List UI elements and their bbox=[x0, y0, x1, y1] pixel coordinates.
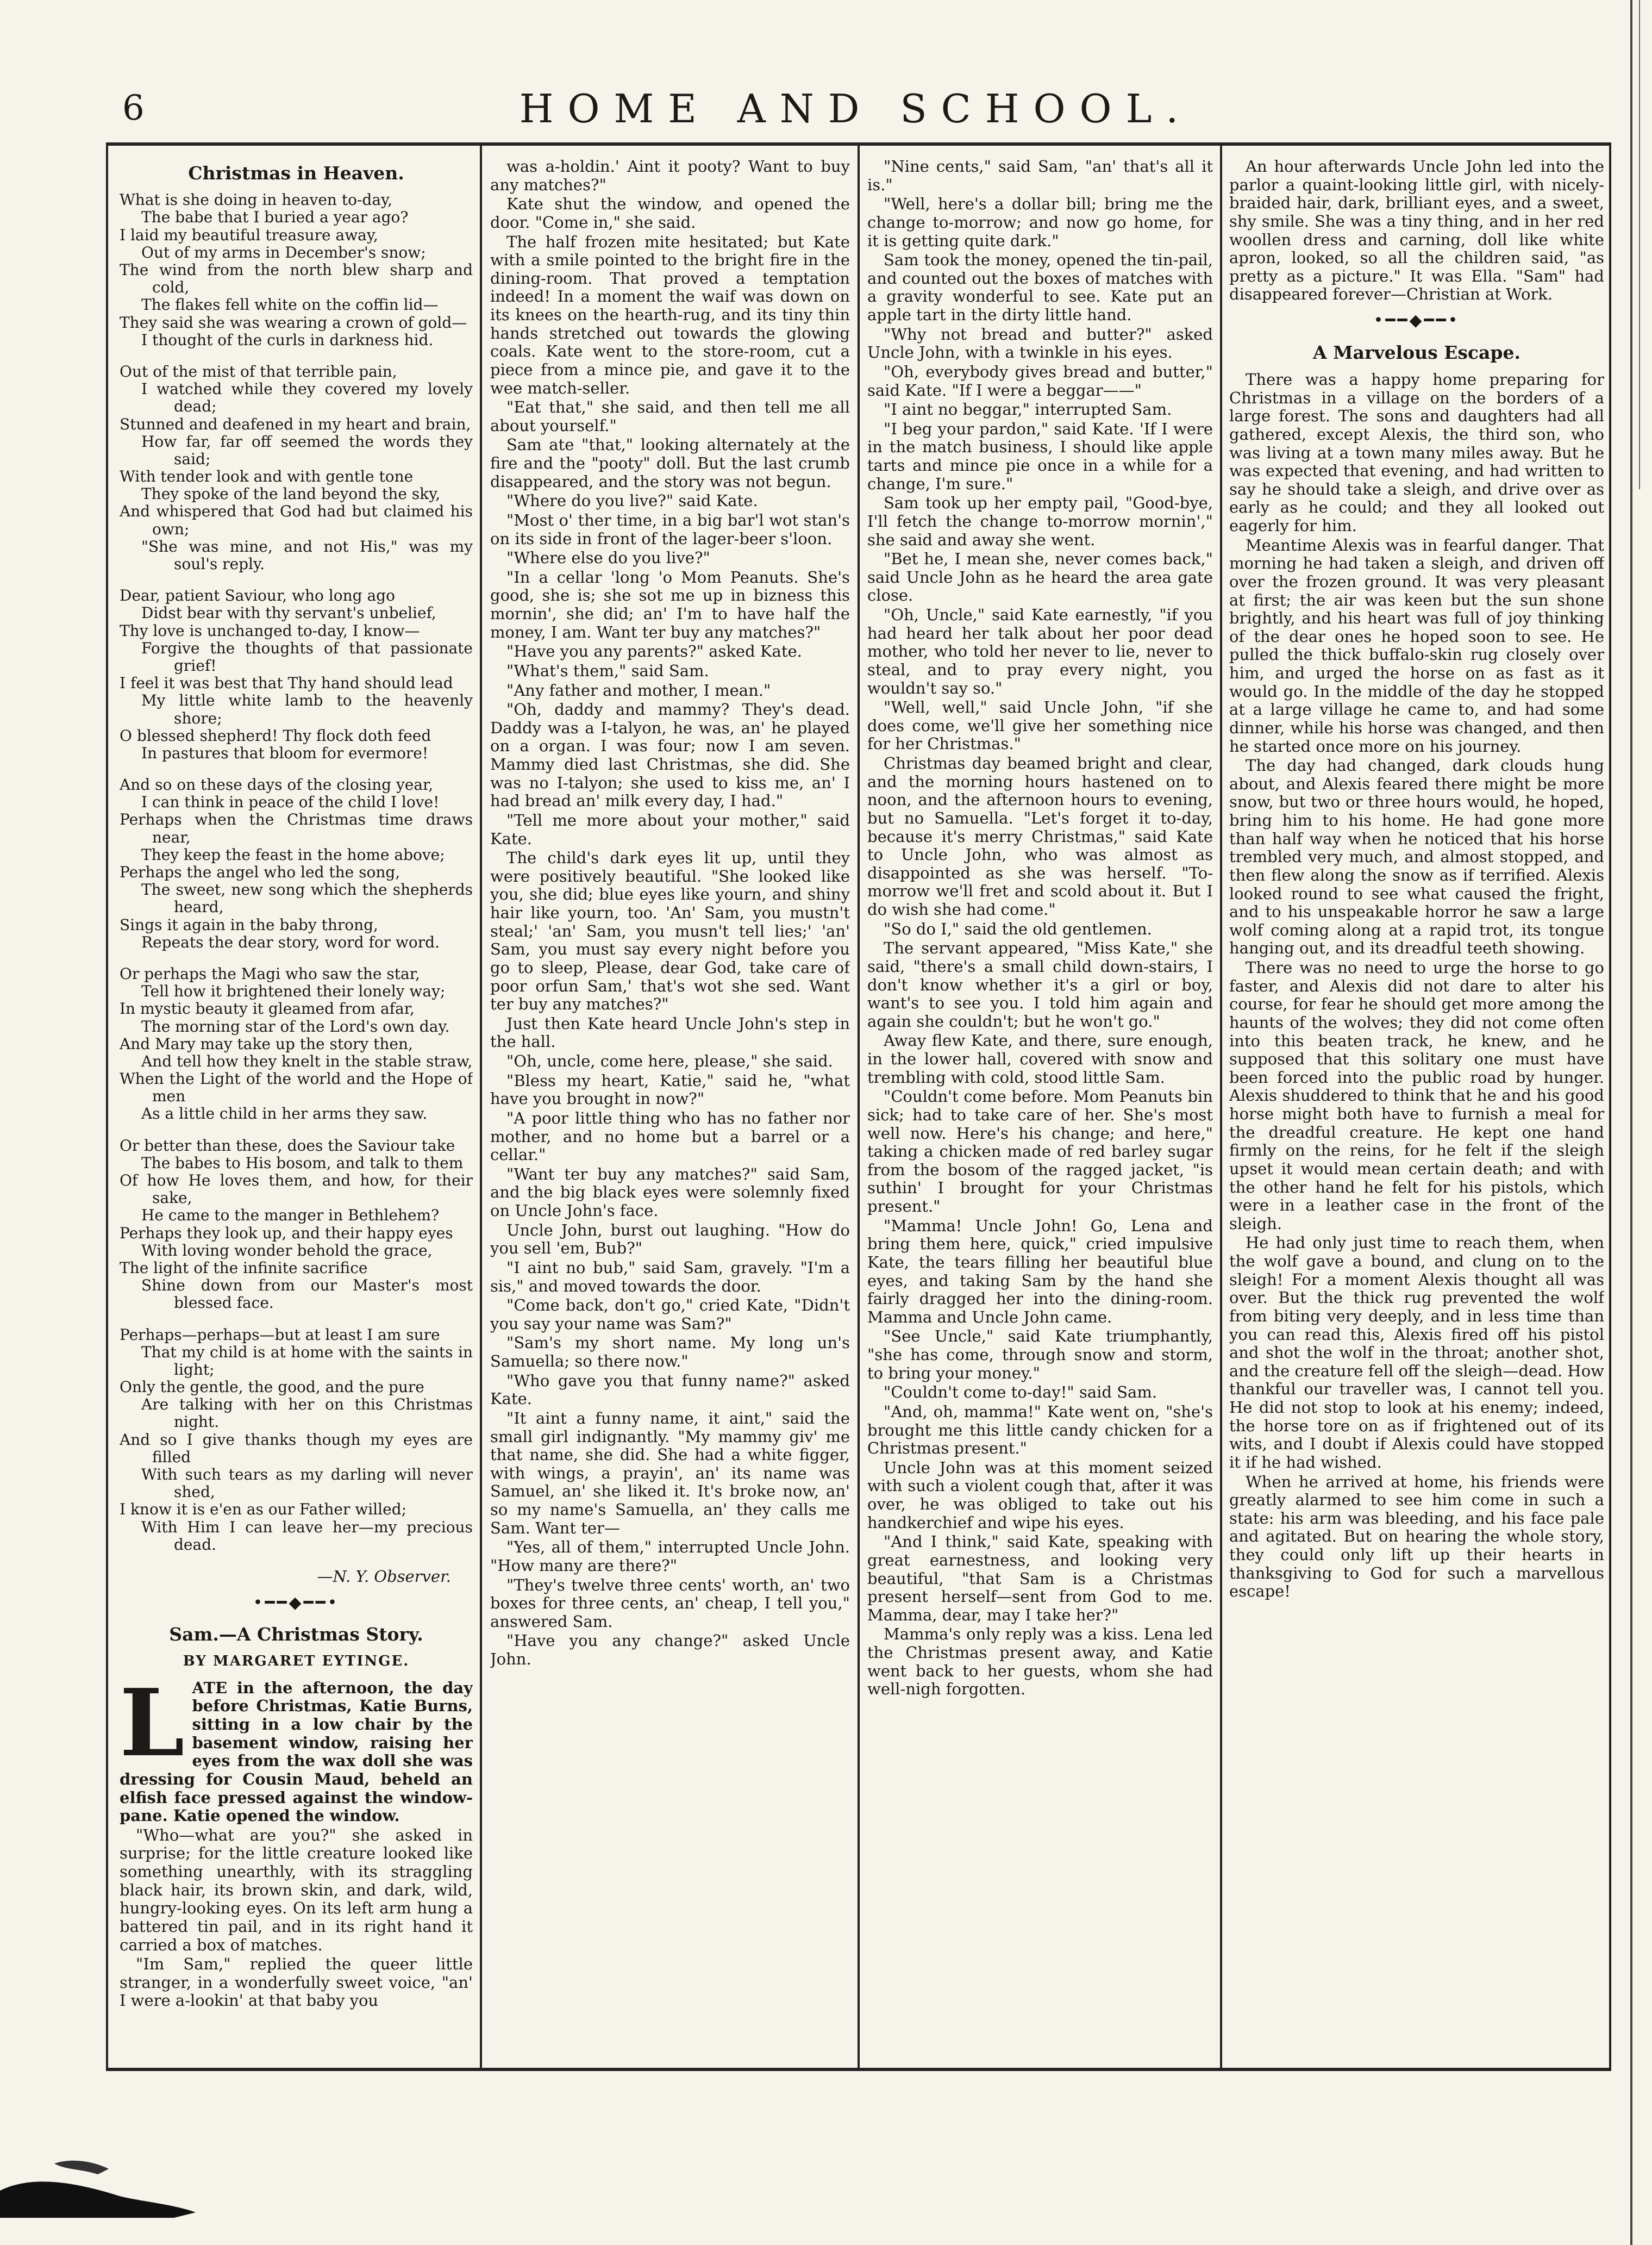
poem-line: In mystic beauty it gleamed from afar, bbox=[120, 1000, 415, 1018]
poem-stanza bbox=[120, 191, 473, 349]
paragraph: He had only just time to reach them, when the wolf gave a bound, and clung on to the sleigh! For a moment Alexis thought all was over. But the thick rug prevented the wolf from biting very deeply, and in less time than you can read this, Alexis fired off his pistol and shot the wolf in the throat; another shot, and the creature fell off the sleigh—dead. How thankful our traveller was, I cannot tell you. He did not stop to look at his enemy; indeed, the horse tore on as if frightened out of its wits, and I doubt if Alexis could have stopped it if he had wished. bbox=[1229, 1233, 1604, 1471]
article-title: A Marvelous Escape. bbox=[1313, 341, 1520, 363]
paragraph: Uncle John, burst out laughing. "How do you sell 'em, Bub?" bbox=[490, 1220, 850, 1258]
paragraph: "And, oh, mamma!" Kate went on, "she's brought me this little candy chicken for a Christmas present." bbox=[867, 1402, 1213, 1458]
paragraph: Mamma's only reply was a kiss. Lena led the Christmas present away, and Katie went back to her guests, whom she had well-nigh forgotten. bbox=[867, 1625, 1213, 1699]
poem-line: I can think in peace of the child I love! bbox=[141, 793, 440, 812]
paragraph: There was no need to urge the horse to go faster, and Alexis did not dare to alter his course, for fear he should get more among the haunts of the wolves; they did not come often into this beaten track, he knew, and he supposed that this solitary one must have been forced into the public road by hunger. Alexis shuddered to think that he and his good horse might both have to furnish a meal for the dreadful creature. He kept one hand firmly on the reins, for he felt if the sleigh upset it would mean certain death; and with the other hand he felt for his pistols, which were in a leather case in the front of the sleigh. bbox=[1229, 958, 1604, 1233]
paragraph: "Couldn't come to-day!" said Sam. bbox=[884, 1383, 1157, 1402]
paragraph: "Want ter buy any matches?" said Sam, and the big black eyes were solemnly fixed on Uncle John's face. bbox=[490, 1164, 850, 1220]
paragraph: "So do I," said the old gentlemen. bbox=[884, 919, 1152, 938]
paragraph: "Oh, daddy and mammy? They's dead. Daddy was a I-talyon, he was, an' he played on a organ. I was four; now I am seven. Mammy died last Christmas, she did. She was no I-talyon; she used to kiss me, an' I had bread an' milk every day, I had." bbox=[490, 700, 850, 810]
poem-title: Christmas in Heaven. bbox=[188, 163, 404, 184]
poem-line: Dear, patient Saviour, who long ago bbox=[120, 587, 395, 605]
poem-line: What is she doing in heaven to-day, bbox=[120, 191, 393, 209]
paragraph: "In a cellar 'long 'o Mom Peanuts. She's good, she is; she sot me up in bizness this mornin', she did; an' I'm to have half the money, I am. Want ter buy any matches?" bbox=[490, 568, 850, 641]
poem-line: I know it is e'en as our Father willed; bbox=[120, 1500, 407, 1519]
poem-line: I watched while they covered my lovely dead; bbox=[141, 380, 473, 416]
paragraph: "Oh, uncle, come here, please," she said. bbox=[506, 1052, 833, 1070]
poem-line: I feel it was best that Thy hand should lead bbox=[120, 674, 453, 693]
paragraph: The child's dark eyes lit up, until they were positively beautiful. "She looked like you, she did; blue eyes like yourn, and shiny hair like yourn, too. 'An' Sam, you mustn't steal;' 'an' Sam, you musn't tell lies;' 'an' Sam, you must say every night before you go to sleep, Please, dear God, take care of poor orfun Sam,' that's wot she sed. Want ter buy any matches?" bbox=[490, 849, 850, 1014]
poem-line: The morning star of the Lord's own day. bbox=[141, 1017, 450, 1036]
paragraph: Away flew Kate, and there, sure enough, in the lower hall, covered with snow and trembling with cold, stood little Sam. bbox=[867, 1031, 1213, 1087]
poem-line: And Mary may take up the story then, bbox=[120, 1034, 413, 1053]
poem-line: My little white lamb to the heavenly shore; bbox=[141, 691, 473, 727]
paragraph: Kate shut the window, and opened the door. "Come in," she said. bbox=[490, 195, 850, 232]
poem-line: Or perhaps the Magi who saw the star, bbox=[120, 964, 420, 983]
drop-cap: L bbox=[120, 1668, 185, 1778]
poem-stanza bbox=[120, 965, 473, 1123]
poem-stanza bbox=[120, 363, 473, 573]
poem-line: The babe that I buried a year ago? bbox=[141, 208, 409, 227]
poem-stanza bbox=[120, 1137, 473, 1312]
column-2 bbox=[490, 158, 850, 2063]
poem-line: Didst bear with thy servant's unbelief, bbox=[141, 604, 436, 622]
story-paragraphs bbox=[120, 1826, 473, 2010]
paragraph: An hour afterwards Uncle John led into the parlor a quaint-looking little girl, with nicely-braided hair, dark, brilliant eyes, and a sweet, shy smile. She was a tiny thing, and in her red woollen dress and carning, doll like white apron, looked, so all the children said, "as pretty as a picture." It was Ella. "Sam" had disappeared forever—Christian at Work. bbox=[1229, 158, 1604, 304]
paragraph: "And I think," said Kate, speaking with great earnestness, and looking very beautiful, "that Sam is a Christmas present herself—sent from God to me. Mamma, dear, may I take her?" bbox=[867, 1532, 1213, 1624]
paragraph: "Come back, don't go," cried Kate, "Didn't you say your name was Sam?" bbox=[490, 1296, 850, 1333]
story-byline: BY MARGARET EYTINGE. bbox=[183, 1652, 410, 1669]
ornament-divider: •━━◆━━• bbox=[1373, 311, 1460, 330]
paragraph: The day had changed, dark clouds hung about, and Alexis feared there might be more snow, but two or three hours would, he hoped, bring him to his home. He had gone more than half way when he noticed that his horse trembled very much, and almost stopped, and then flew along the snow as if terrified. Alexis looked round to see what caused the fright, and to his unspeakable horror he saw a large wolf coming along at a rapid trot, its tongue hanging out, and its dreadful teeth showing. bbox=[1229, 756, 1604, 958]
poem-line: That my child is at home with the saints in light; bbox=[141, 1343, 473, 1379]
paragraph: "Where else do you live?" bbox=[506, 548, 710, 568]
poem-line: Forgive the thoughts of that passionate grief! bbox=[141, 639, 473, 675]
paragraph: "Yes, all of them," interrupted Uncle John. "How many are there?" bbox=[490, 1538, 850, 1575]
article-body bbox=[1229, 371, 1604, 1601]
paragraph: "Have you any parents?" asked Kate. bbox=[506, 642, 802, 661]
masthead: HOME AND SCHOOL. bbox=[519, 86, 1193, 132]
paragraph: When he arrived at home, his friends were greatly alarmed to see him come in such a state: his arm was bleeding, and his face pale and agitated. But on hearing the whole story, they could only lift up their hearts in thanksgiving to God for such a marvellous escape! bbox=[1229, 1472, 1604, 1601]
paragraph: "Eat that," she said, and then tell me all about yourself." bbox=[490, 398, 850, 435]
poem-line: In pastures that bloom for evermore! bbox=[141, 744, 429, 762]
paragraph: Just then Kate heard Uncle John's step in the hall. bbox=[490, 1014, 850, 1051]
poem-line: Or better than these, does the Saviour take bbox=[120, 1136, 455, 1155]
paragraph: "Why not bread and butter?" asked Uncle John, with a twinkle in his eyes. bbox=[867, 325, 1213, 362]
poem-line: How far, far off seemed the words they said; bbox=[141, 432, 473, 468]
poem-line: With tender look and with gentle tone bbox=[120, 467, 414, 486]
poem-line: With loving wonder behold the grace, bbox=[141, 1241, 433, 1259]
poem-line: The sweet, new song which the shepherds heard, bbox=[141, 881, 473, 916]
paragraph: "See Uncle," said Kate triumphantly, "she has come, through snow and storm, to bring your money." bbox=[867, 1327, 1213, 1382]
poem-line: The flakes fell white on the coffin lid— bbox=[141, 296, 439, 314]
poem-line: When the Light of the world and the Hope of men bbox=[120, 1070, 473, 1106]
column-rule bbox=[1220, 146, 1222, 2068]
paragraph: Meantime Alexis was in fearful danger. That morning he had taken a sleigh, and driven off over the frozen ground. It was very pleasant at first; the air was keen but the sun shone brightly, and his heart was full of joy thinking of the dear ones he hoped soon to see. He pulled the thick buffalo-skin rug closely over him, and urged the horse on as fast as it would go. In the middle of the day he stopped at a large village he came to, and had some dinner, while his horse was changed, and then he started once more on his journey. bbox=[1229, 535, 1604, 756]
paragraph: "Who—what are you?" she asked in surprise; for the little creature looked like something unearthly, with its straggling black hair, its brown skin, and dark, wild, hungry-looking eyes. On its left arm hung a battered tin pail, and in its right hand it carried a box of matches. bbox=[120, 1825, 473, 1954]
paragraph: "It aint a funny name, it aint," said the small girl indignantly. "My mammy giv' me that name, she did. She had a white figger, with wings, a prayin', an' its name was Samuel, an' she liked it. It's broke now, an' so my name's Samuella, an' they calls me Sam. Want ter— bbox=[490, 1408, 850, 1537]
story-continued bbox=[490, 158, 850, 1669]
story-conclusion bbox=[867, 158, 1213, 1699]
poem-line: Perhaps they look up, and their happy eyes bbox=[120, 1224, 453, 1242]
paragraph: "I aint no bub," said Sam, gravely. "I'm a sis," and moved towards the door. bbox=[490, 1258, 850, 1295]
paragraph: The servant appeared, "Miss Kate," she said, "there's a small child down-stairs, I don't know whether it's a girl or boy, want's to see you. I told him again and again she couldn't; but he won't go." bbox=[867, 939, 1213, 1031]
poem-line: I thought of the curls in darkness hid. bbox=[141, 330, 434, 349]
poem-line: Perhaps the angel who led the song, bbox=[120, 863, 401, 882]
paragraph: Sam took the money, opened the tin-pail, and counted out the boxes of matches with a gravity wonderful to see. Kate put an apple tart in the dirty little hand. bbox=[867, 251, 1213, 324]
paragraph: There was a happy home preparing for Christmas in a village on the borders of a large forest. The sons and daughters had all gathered, except Alexis, the third son, who was living at a town many miles away. But he was expected that evening, and had written to say he should take a sleigh, and drive over as early as he could; and they all looked out eagerly for him. bbox=[1229, 370, 1604, 535]
paragraph: "Couldn't come before. Mom Peanuts bin sick; had to take care of her. She's most well now. Here's his change; and here," taking a chicken made of red barley sugar from the bosom of the ragged jacket, "is suthin' I brought for your Christmas present." bbox=[867, 1087, 1213, 1215]
paragraph: "Sam's my short name. My long un's Samuella; so there now." bbox=[490, 1333, 850, 1370]
page-number: 6 bbox=[122, 88, 145, 128]
paragraph: "Who gave you that funny name?" asked Kate. bbox=[490, 1371, 850, 1408]
paragraph: "Well, here's a dollar bill; bring me the change to-morrow; and now go home, for it is getting quite dark." bbox=[867, 195, 1213, 250]
paragraph: "What's them," said Sam. bbox=[506, 661, 709, 680]
paragraph: The half frozen mite hesitated; but Kate with a smile pointed to the bright fire in the dining-room. That proved a temptation indeed! In a moment the waif was down on its knees on the hearth-rug, and its tiny thin hands stretched out towards the glowing coals. Kate went to the store-room, cut a piece from a mince pie, and gave it to the wee match-seller. bbox=[490, 232, 850, 397]
story-ending bbox=[1229, 158, 1604, 304]
story-lead-text: ATE in the afternoon, the day before Christmas, Katie Burns, sitting in a low chair by the basement window, raising her eyes from the wax doll she was dressing for Cousin Maud, beheld an elfish face pressed against the window-pane. Katie opened the window. bbox=[120, 1678, 473, 1825]
poem-line: Perhaps—perhaps—but at least I am sure bbox=[120, 1325, 440, 1344]
poem-line: He came to the manger in Bethlehem? bbox=[141, 1206, 440, 1225]
paragraph: Sam ate "that," looking alternately at the fire and the "pooty" doll. But the last crumb disappeared, and the story was not begun. bbox=[490, 435, 850, 491]
poem-line: With such tears as my darling will never shed, bbox=[141, 1466, 473, 1501]
poem-line: And so on these days of the closing year, bbox=[120, 776, 434, 794]
paragraph: "Tell me more about your mother," said Kate. bbox=[490, 810, 850, 848]
poem-attribution: —N. Y. Observer. bbox=[317, 1567, 451, 1586]
poem-line: And tell how they knelt in the stable straw, bbox=[141, 1052, 473, 1070]
poem-line: "She was mine, and not His," was my soul's reply. bbox=[141, 537, 473, 573]
paragraph: "I aint no beggar," interrupted Sam. bbox=[884, 400, 1172, 419]
paragraph: Sam took up her empty pail, "Good-bye, I'll fetch the change to-morrow mornin'," she said and away she went. bbox=[867, 494, 1213, 549]
poem-line: I laid my beautiful treasure away, bbox=[120, 226, 378, 244]
poem-line: Repeats the dear story, word for word. bbox=[141, 933, 440, 951]
page-edge bbox=[1619, 0, 1652, 2245]
poem-stanza bbox=[120, 1326, 473, 1554]
poem-stanza bbox=[120, 587, 473, 762]
poem-line: Tell how it brightened their lonely way; bbox=[141, 982, 446, 1001]
paragraph: "Have you any change?" asked Uncle John. bbox=[490, 1631, 850, 1668]
poem-line: Out of the mist of that terrible pain, bbox=[120, 362, 397, 381]
poem-line: Sings it again in the baby throng, bbox=[120, 915, 378, 934]
story-lead-paragraph bbox=[120, 1668, 473, 1825]
poem-line: Thy love is unchanged to-day, I know— bbox=[120, 621, 420, 640]
poem-line: The light of the infinite sacrifice bbox=[120, 1258, 368, 1277]
paragraph: Uncle John was at this moment seized with such a violent cough that, after it was over, he was obliged to take out his handkerchief and wipe his eyes. bbox=[867, 1458, 1213, 1532]
paragraph: "Bless my heart, Katie," said he, "what have you brought in now?" bbox=[490, 1071, 850, 1108]
poem-line: The babes to His bosom, and talk to them bbox=[141, 1153, 464, 1172]
paragraph: "Nine cents," said Sam, "an' that's all it is." bbox=[867, 158, 1213, 194]
poem-line: Stunned and deafened in my heart and brain, bbox=[120, 415, 471, 433]
poem-stanza bbox=[120, 776, 473, 951]
paragraph: was a-holdin.' Aint it pooty? Want to buy any matches?" bbox=[490, 158, 850, 194]
poem-line: Shine down from our Master's most blessed face. bbox=[141, 1276, 473, 1312]
poem-line: And whispered that God had but claimed his own; bbox=[120, 502, 473, 538]
poem-line: With Him I can leave her—my precious dead. bbox=[141, 1518, 473, 1554]
paragraph: Christmas day beamed bright and clear, and the morning hours hastened on to noon, and the afternoon hours to evening, but no Samuella. "Let's forget it to-day, because it's merry Christmas," said Kate to Uncle John, who was almost as disappointed as she was herself. "To-morrow we'll fret and scold about it. But I do wish she had come." bbox=[867, 754, 1213, 919]
paragraph: "Mamma! Uncle John! Go, Lena and bring them here, quick," cried impulsive Kate, the tears filling her beautiful blue eyes, and taking Sam by the hand she fairly dragged her into the dining-room. Mamma and Uncle John came. bbox=[867, 1216, 1213, 1326]
ornament-divider: •━━◆━━• bbox=[253, 1593, 340, 1612]
poem-line: Are talking with her on this Christmas night. bbox=[141, 1395, 473, 1431]
paragraph: "Bet he, I mean she, never comes back," said Uncle John as he heard the area gate close. bbox=[867, 550, 1213, 605]
paragraph: "They's twelve three cents' worth, an' two boxes for three cents, an' cheap, I tell you," answered Sam. bbox=[490, 1575, 850, 1631]
story-title: Sam.—A Christmas Story. bbox=[169, 1624, 423, 1645]
paragraph: "Most o' ther time, in a big bar'l wot stan's on its side in front of the lager-beer s'loon. bbox=[490, 510, 850, 548]
ink-smudge bbox=[0, 2153, 239, 2218]
poem-line: The wind from the north blew sharp and cold, bbox=[120, 261, 473, 297]
poem-line: As a little child in her arms they saw. bbox=[141, 1105, 428, 1123]
paragraph: "I beg your pardon," said Kate. 'If I were in the match business, I should like apple tarts and mince pie once in a while for a change, I'm sure." bbox=[867, 419, 1213, 493]
poem-line: Out of my arms in December's snow; bbox=[141, 243, 426, 261]
paragraph: "Oh, Uncle," said Kate earnestly, "if you had heard her talk about her poor dead mother, who told her never to lie, never to steal, and to pray every night, you wouldn't say so." bbox=[867, 606, 1213, 697]
paragraph: "Oh, everybody gives bread and butter," said Kate. "If I were a beggar——" bbox=[867, 362, 1213, 400]
poem-line: And so I give thanks though my eyes are filled bbox=[120, 1430, 473, 1466]
column-1 bbox=[120, 158, 473, 2063]
poem-line: They spoke of the land beyond the sky, bbox=[141, 485, 441, 503]
poem-line: Of how He loves them, and how, for their sake, bbox=[120, 1171, 473, 1207]
poem-line: O blessed shepherd! Thy flock doth feed bbox=[120, 726, 431, 745]
poem-line: They said she was wearing a crown of gold— bbox=[120, 313, 467, 332]
column-4 bbox=[1229, 158, 1604, 2063]
poem-line: They keep the feast in the home above; bbox=[141, 845, 445, 864]
page-header bbox=[106, 82, 1606, 139]
poem-line: Perhaps when the Christmas time draws near, bbox=[120, 810, 473, 846]
column-rule bbox=[480, 146, 482, 2068]
paragraph: "Where do you live?" said Kate. bbox=[506, 491, 758, 510]
column-rule bbox=[858, 146, 860, 2068]
paragraph: "A poor little thing who has no father nor mother, and no home but a barrel or a cellar." bbox=[490, 1108, 850, 1164]
poem-body bbox=[120, 191, 473, 1554]
column-3 bbox=[867, 158, 1213, 2063]
paragraph: "Im Sam," replied the queer little stranger, in a wonderfully sweet voice, "an' I were a-lookin' at that baby you bbox=[120, 1955, 473, 2010]
paragraph: "Any father and mother, I mean." bbox=[506, 681, 771, 700]
poem-line: Only the gentle, the good, and the pure bbox=[120, 1378, 424, 1396]
paragraph: "Well, well," said Uncle John, "if she does come, we'll give her something nice for her Christmas." bbox=[867, 698, 1213, 753]
